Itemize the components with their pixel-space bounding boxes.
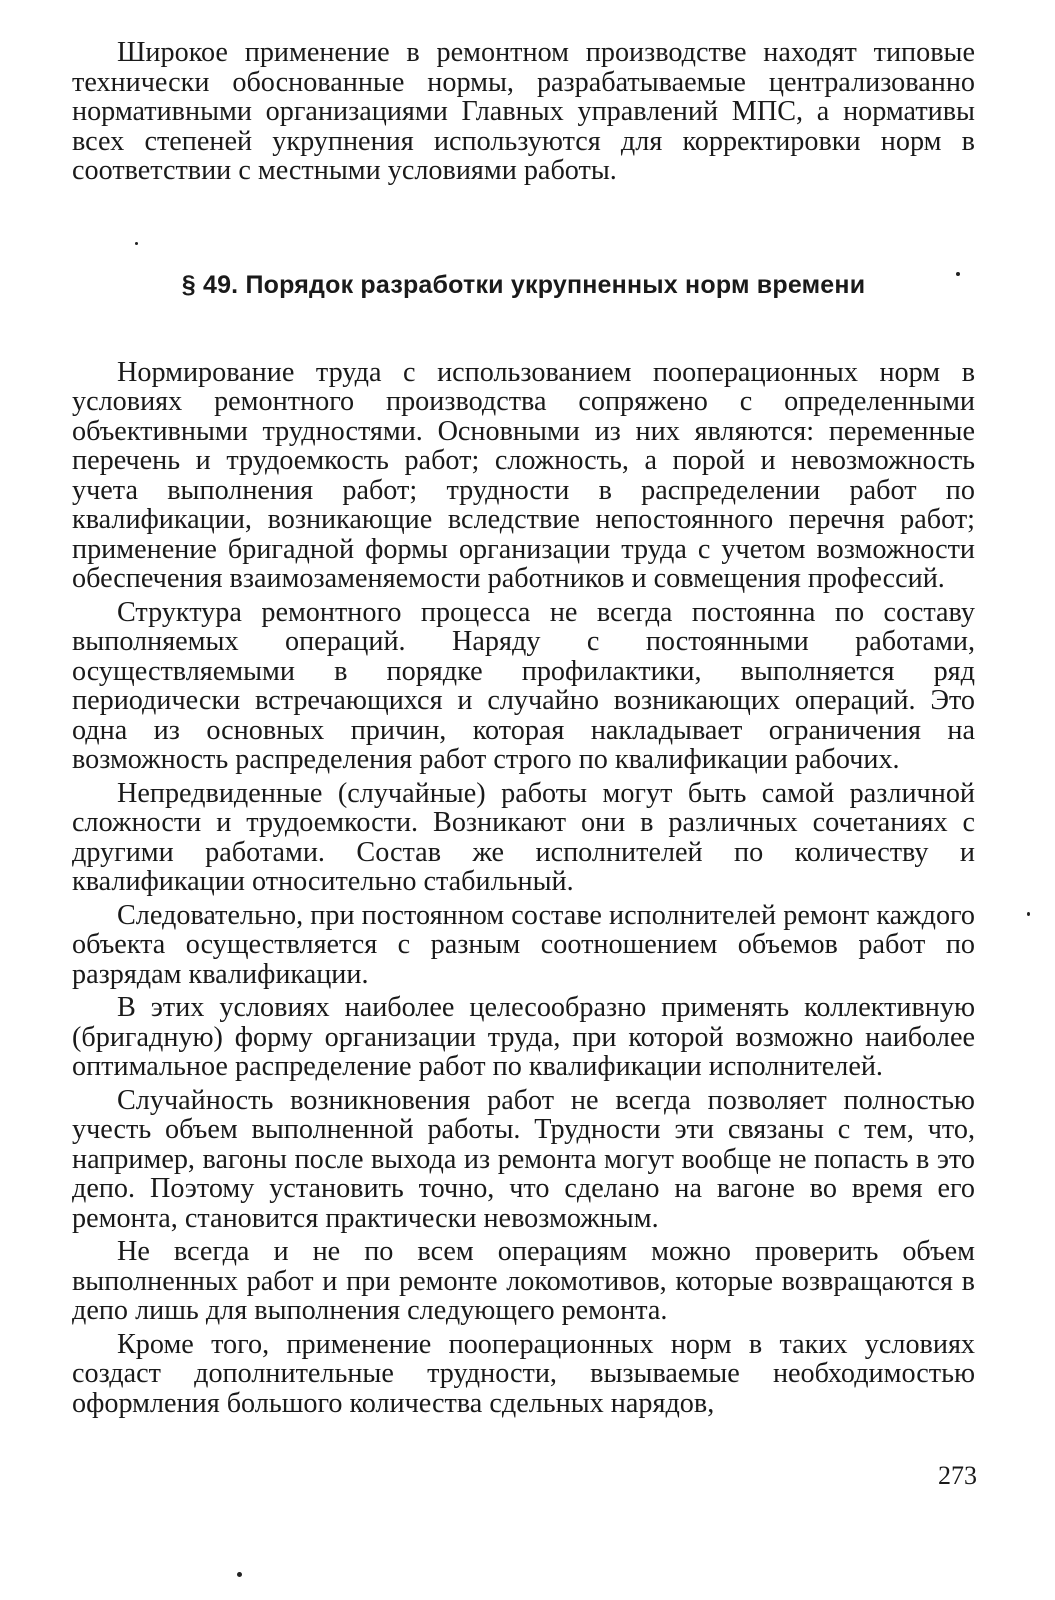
body-paragraph-2: Структура ремонтного процесса не всегда постоянна по составу выполняемых операций. Наряду с постоянными работами, осуществляемыми в порядке профилактики, выполняется ряд периодически встречающихся и случайно возникающих операций. Это одна из основных причин, которая накладывает ограничения на возможность распределения работ строго по квалификации рабочих. bbox=[72, 596, 975, 775]
body-paragraph-3: Непредвиденные (случайные) работы могут быть самой различной сложности и трудоемкости. Возникают они в различных сочетаниях с другими работами. Состав же исполнителей по количеству и квалификации относительно стабильный. bbox=[72, 777, 975, 897]
intro-paragraph: Широкое применение в ремонтном производстве находят типовые технически обоснованные нормы, разрабатываемые централизованно нормативными организациями Главных управлений МПС, а нормативы всех степеней укрупнения используются для корректировки норм в соответствии с местными условиями работы. bbox=[72, 37, 975, 186]
section-heading: § 49. Порядок разработки укрупненных норм времени bbox=[181, 270, 866, 299]
body-paragraph-7: Не всегда и не по всем операциям можно проверить объем выполненных работ и при ремонте локомотивов, которые возвращаются в депо лишь для выполнения следующего ремонта. bbox=[72, 1236, 975, 1326]
body-paragraph-8: Кроме того, применение пооперационных норм в таких условиях создаст дополнительные трудности, вызываемые необходимостью оформления большого количества сдельных нарядов, bbox=[72, 1328, 975, 1419]
scan-speck-mark bbox=[237, 1572, 242, 1577]
body-paragraph-6: Случайность возникновения работ не всегда позволяет полностью учесть объем выполненной работы. Трудности эти связаны с тем, что, например, вагоны после выхода из ремонта могут вообще не попасть в это депо. Поэтому установить точно, что сделано на вагоне во время его ремонта, становится практически невозможным. bbox=[72, 1084, 975, 1234]
body-paragraph-1: Нормирование труда с использованием пооперационных норм в условиях ремонтного производства сопряжено с определенными объективными трудностями. Основными из них являются: переменные перечень и трудоемкость работ; сложность, а порой и невозможность учета выполнения работ; трудности в распределении работ по квалификации, возникающие вследствие непостоянного перечня работ; применение бригадной формы организации труда с учетом возможности обеспечения взаимозаменяемости работников и совмещения профессий. bbox=[72, 356, 975, 594]
page-body bbox=[72, 38, 975, 1418]
body-paragraph-5: В этих условиях наиболее целесообразно применять коллективную (бригадную) форму организации труда, при которой возможно наиболее оптимальное распределение работ по квалификации исполнителей. bbox=[72, 992, 975, 1082]
body-paragraph-4: Следовательно, при постоянном составе исполнителей ремонт каждого объекта осуществляется с разным соотношением объемов работ по разрядам квалификации. bbox=[72, 899, 975, 990]
scan-speck-mark bbox=[956, 272, 960, 276]
page-number: 273 bbox=[938, 1461, 977, 1490]
scan-speck-mark bbox=[1027, 912, 1030, 916]
scan-speck-mark bbox=[135, 242, 138, 245]
